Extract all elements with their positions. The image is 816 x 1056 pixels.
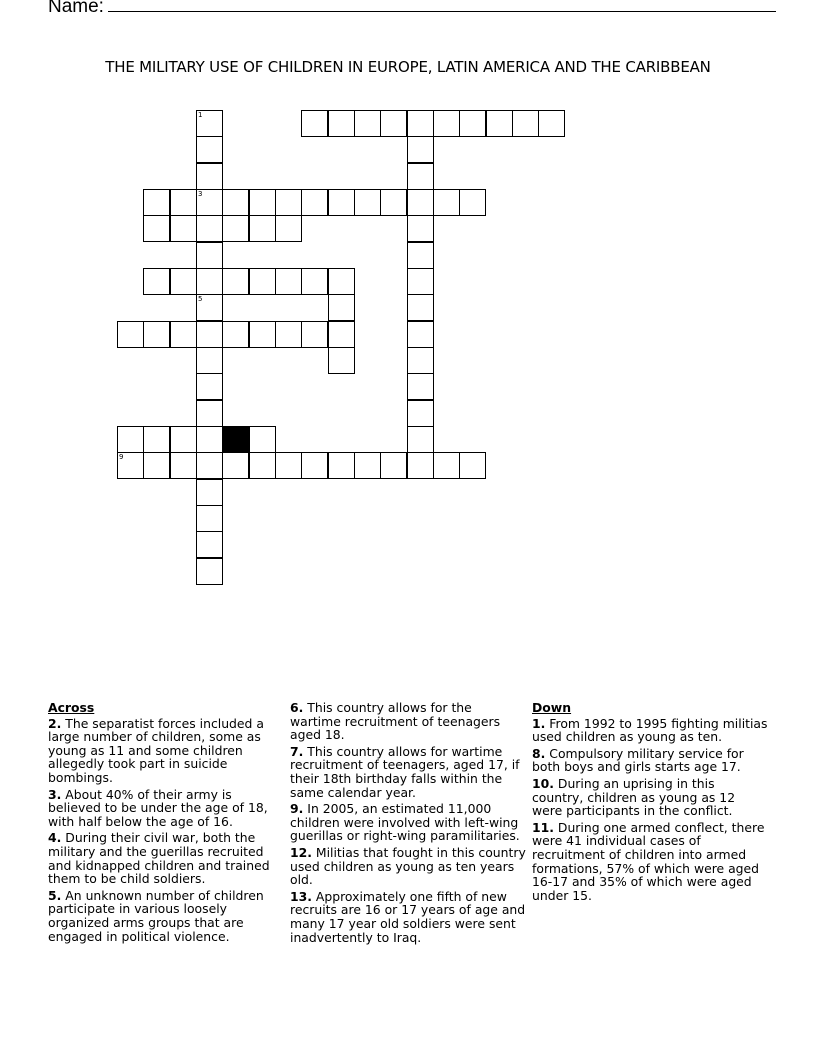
clue-number: 1.: [532, 715, 546, 731]
grid-cell[interactable]: [407, 215, 434, 242]
grid-cell[interactable]: [249, 215, 276, 242]
clue-across-6: [290, 701, 526, 742]
grid-cell[interactable]: [196, 268, 223, 295]
grid-cell[interactable]: [301, 268, 328, 295]
grid-cell[interactable]: [301, 189, 328, 216]
grid-cell[interactable]: [117, 452, 144, 479]
grid-cell[interactable]: [459, 189, 486, 216]
clue-text: Approximately one fifth of new recruits are 16 or 17 years of age and many 17 year old soldiers were sent inadvertently to Iraq.: [290, 888, 526, 945]
grid-cell[interactable]: [380, 110, 407, 137]
grid-cell[interactable]: [170, 452, 197, 479]
grid-cell[interactable]: [222, 189, 249, 216]
grid-cell[interactable]: [275, 189, 302, 216]
down-heading: Down: [532, 700, 572, 715]
grid-cell[interactable]: [407, 294, 434, 321]
grid-cell[interactable]: [170, 215, 197, 242]
clue-number: 10.: [532, 775, 554, 791]
grid-cell[interactable]: [433, 189, 460, 216]
grid-cell[interactable]: [196, 479, 223, 506]
grid-cell[interactable]: [249, 321, 276, 348]
grid-cell[interactable]: [143, 189, 170, 216]
across-clues-column-1: [48, 701, 284, 946]
clue-text: During their civil war, both the military and the guerillas recruited and kidnapped children and trained them to be child soldiers.: [48, 830, 270, 887]
grid-cell[interactable]: [407, 426, 434, 453]
grid-cell[interactable]: [196, 110, 223, 137]
grid-cell[interactable]: [407, 400, 434, 427]
grid-cell[interactable]: [459, 452, 486, 479]
grid-cell[interactable]: [301, 110, 328, 137]
grid-cell[interactable]: [328, 321, 355, 348]
clue-number: 8.: [532, 745, 546, 761]
cell-number: 3: [198, 190, 203, 198]
clue-text: From 1992 to 1995 fighting militias used children as young as ten.: [532, 715, 768, 745]
clue-across-13: [290, 890, 526, 944]
clue-across-5: [48, 889, 284, 943]
grid-cell[interactable]: [222, 321, 249, 348]
grid-cell[interactable]: [354, 452, 381, 479]
grid-cell[interactable]: [196, 189, 223, 216]
clue-across-7: [290, 745, 526, 799]
clue-number: 7.: [290, 743, 304, 759]
grid-cell[interactable]: [433, 452, 460, 479]
grid-cell[interactable]: [407, 110, 434, 137]
black-square: [222, 426, 249, 453]
grid-cell[interactable]: [249, 426, 276, 453]
grid-cell[interactable]: [196, 163, 223, 190]
clue-number: 2.: [48, 715, 62, 731]
clue-number: 3.: [48, 786, 62, 802]
grid-cell[interactable]: [143, 268, 170, 295]
grid-cell[interactable]: [407, 452, 434, 479]
down-clues-column: [532, 701, 768, 905]
grid-cell[interactable]: [249, 268, 276, 295]
clue-text: This country allows for wartime recruitment of teenagers, aged 17, if their 18th birthday falls within the same calendar year.: [290, 743, 520, 800]
cell-number: 1: [198, 111, 203, 119]
grid-cell[interactable]: [459, 110, 486, 137]
clue-text: An unknown number of children participate in various loosely organized arms groups that are engaged in political violence.: [48, 887, 264, 944]
grid-cell[interactable]: [407, 189, 434, 216]
grid-cell[interactable]: [196, 294, 223, 321]
grid-cell[interactable]: [407, 242, 434, 269]
grid-cell[interactable]: [196, 558, 223, 585]
grid-cell[interactable]: [407, 268, 434, 295]
grid-cell[interactable]: [407, 347, 434, 374]
grid-cell[interactable]: [196, 505, 223, 532]
grid-cell[interactable]: [275, 321, 302, 348]
grid-cell[interactable]: [328, 294, 355, 321]
grid-cell[interactable]: [354, 189, 381, 216]
grid-cell[interactable]: [328, 189, 355, 216]
grid-cell[interactable]: [196, 347, 223, 374]
clue-number: 11.: [532, 819, 554, 835]
grid-cell[interactable]: [143, 215, 170, 242]
clue-number: 13.: [290, 888, 312, 904]
grid-cell[interactable]: [380, 452, 407, 479]
grid-cell[interactable]: [301, 321, 328, 348]
grid-cell[interactable]: [196, 373, 223, 400]
grid-cell[interactable]: [301, 452, 328, 479]
grid-cell[interactable]: [196, 426, 223, 453]
across-clues-column-2: [290, 701, 526, 947]
grid-cell[interactable]: [222, 268, 249, 295]
clue-text: In 2005, an estimated 11,000 children were involved with left-wing guerillas or right-wing paramilitaries.: [290, 801, 520, 844]
grid-cell[interactable]: [275, 268, 302, 295]
grid-cell[interactable]: [143, 452, 170, 479]
grid-cell[interactable]: [196, 242, 223, 269]
grid-cell[interactable]: [486, 110, 513, 137]
grid-cell[interactable]: [196, 400, 223, 427]
grid-cell[interactable]: [433, 110, 460, 137]
clue-text: About 40% of their army is believed to be under the age of 18, with half below the age of 16.: [48, 786, 268, 829]
clue-number: 5.: [48, 887, 62, 903]
clue-down-11: [532, 821, 768, 903]
clue-down-1: [532, 717, 768, 744]
clue-across-2: [48, 717, 284, 785]
grid-cell[interactable]: [117, 321, 144, 348]
cell-number: 5: [198, 295, 203, 304]
grid-cell[interactable]: [275, 215, 302, 242]
grid-cell[interactable]: [170, 321, 197, 348]
clue-text: Compulsory military service for both boys and girls starts age 17.: [532, 745, 744, 775]
clue-across-9: [290, 802, 526, 843]
grid-cell[interactable]: [170, 426, 197, 453]
name-label: Name:: [48, 0, 104, 17]
clue-text: During one armed conflect, there were 41 individual cases of recruitment of children into armed formations, 57% of which were aged 16-17 and 35% of which were aged under 15.: [532, 819, 765, 903]
clue-down-8: [532, 747, 768, 774]
grid-cell[interactable]: [407, 321, 434, 348]
clue-text: This country allows for the wartime recruitment of teenagers aged 18.: [290, 700, 501, 743]
grid-cell[interactable]: [407, 163, 434, 190]
page-title: THE MILITARY USE OF CHILDREN IN EUROPE, LATIN AMERICA AND THE CARIBBEAN: [105, 58, 711, 76]
grid-cell[interactable]: [380, 189, 407, 216]
clue-number: 6.: [290, 700, 304, 715]
clue-across-3: [48, 788, 284, 829]
grid-cell[interactable]: [196, 531, 223, 558]
grid-cell[interactable]: [222, 452, 249, 479]
grid-cell[interactable]: [354, 110, 381, 137]
clue-number: 12.: [290, 844, 312, 860]
grid-cell[interactable]: [249, 452, 276, 479]
clue-down-10: [532, 777, 768, 818]
grid-cell[interactable]: [328, 452, 355, 479]
grid-cell[interactable]: [196, 321, 223, 348]
grid-cell[interactable]: [407, 136, 434, 163]
grid-cell[interactable]: [143, 321, 170, 348]
grid-cell[interactable]: [249, 189, 276, 216]
grid-cell[interactable]: [328, 347, 355, 374]
grid-cell[interactable]: [275, 452, 302, 479]
grid-cell[interactable]: [407, 373, 434, 400]
clue-text: During an uprising in this country, children as young as 12 were participants in the conflict.: [532, 775, 736, 819]
grid-cell[interactable]: [328, 268, 355, 295]
grid-cell[interactable]: [143, 426, 170, 453]
grid-cell[interactable]: [538, 110, 565, 137]
clue-across-4: [48, 831, 284, 885]
grid-cell[interactable]: [170, 268, 197, 295]
grid-cell[interactable]: [512, 110, 539, 137]
across-heading: Across: [48, 700, 95, 715]
grid-cell[interactable]: [196, 452, 223, 479]
clue-number: 9.: [290, 801, 304, 817]
grid-cell[interactable]: [196, 215, 223, 242]
cell-number: 9: [119, 453, 124, 462]
grid-cell[interactable]: [328, 110, 355, 137]
clue-number: 4.: [48, 830, 62, 846]
grid-cell[interactable]: [196, 136, 223, 163]
grid-cell[interactable]: [117, 426, 144, 453]
grid-cell[interactable]: [170, 189, 197, 216]
clue-text: The separatist forces included a large number of children, some as young as 11 and some children allegedly took part in suicide bombings.: [48, 715, 264, 785]
clue-across-12: [290, 846, 526, 887]
grid-cell[interactable]: [222, 215, 249, 242]
clue-text: Militias that fought in this country used children as young as ten years old.: [290, 844, 526, 888]
